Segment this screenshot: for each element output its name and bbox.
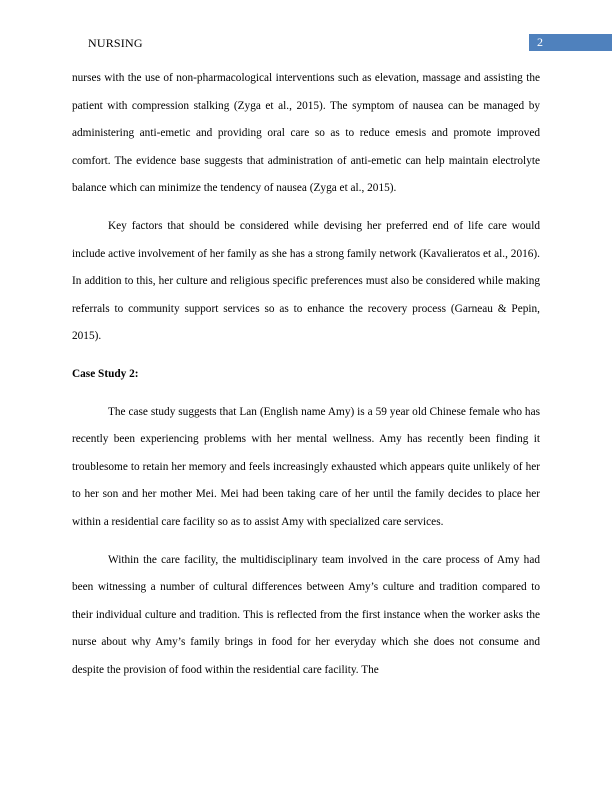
paragraph-end-of-life-care: Key factors that should be considered while devising her preferred end of life care would include active involvement of her family as she has a strong family network (Kavalieratos et al., 2016). In addition to this, her culture and religious specific preferences must also be considered while making referrals to community support services so as to enhance the recovery process (Garneau & Pepin, 2015). <box>72 219 540 343</box>
paragraph-care-facility: Within the care facility, the multidisciplinary team involved in the care process of Amy had been witnessing a number of cultural differences between Amy’s culture and tradition compared to their individual culture and tradition. This is reflected from the first instance when the worker asks the nurse about why Amy’s family brings in food for her everyday which she does not consume and despite the provision of food within the residential care facility. The <box>72 553 540 676</box>
paragraph-case-study-intro: The case study suggests that Lan (English name Amy) is a 59 year old Chinese female who has recently been experiencing problems with her mental wellness. Amy has recently been finding it troublesome to retain her memory and feels increasingly exhausted which appears quite unlikely of her to her son and her mother Mei. Mei had been taking care of her until the family decides to place her within a residential care facility so as to assist Amy with specialized care services. <box>72 405 540 528</box>
page-number: 2 <box>537 35 543 49</box>
paragraph-continuation: nurses with the use of non-pharmacological interventions such as elevation, massage and assisting the patient with compression stalking (Zyga et al., 2015). The symptom of nausea can be managed by administering anti-emetic and providing oral care so as to reduce emesis and promote improved comfort. The evidence base suggests that administration of anti-emetic can help maintain electrolyte balance which can minimize the tendency of nausea (Zyga et al., 2015). <box>72 72 540 195</box>
document-body <box>72 65 540 684</box>
page-number-badge <box>529 34 612 51</box>
section-heading-case-study-2: Case Study 2: <box>72 367 139 380</box>
running-head: NURSING <box>88 36 143 50</box>
